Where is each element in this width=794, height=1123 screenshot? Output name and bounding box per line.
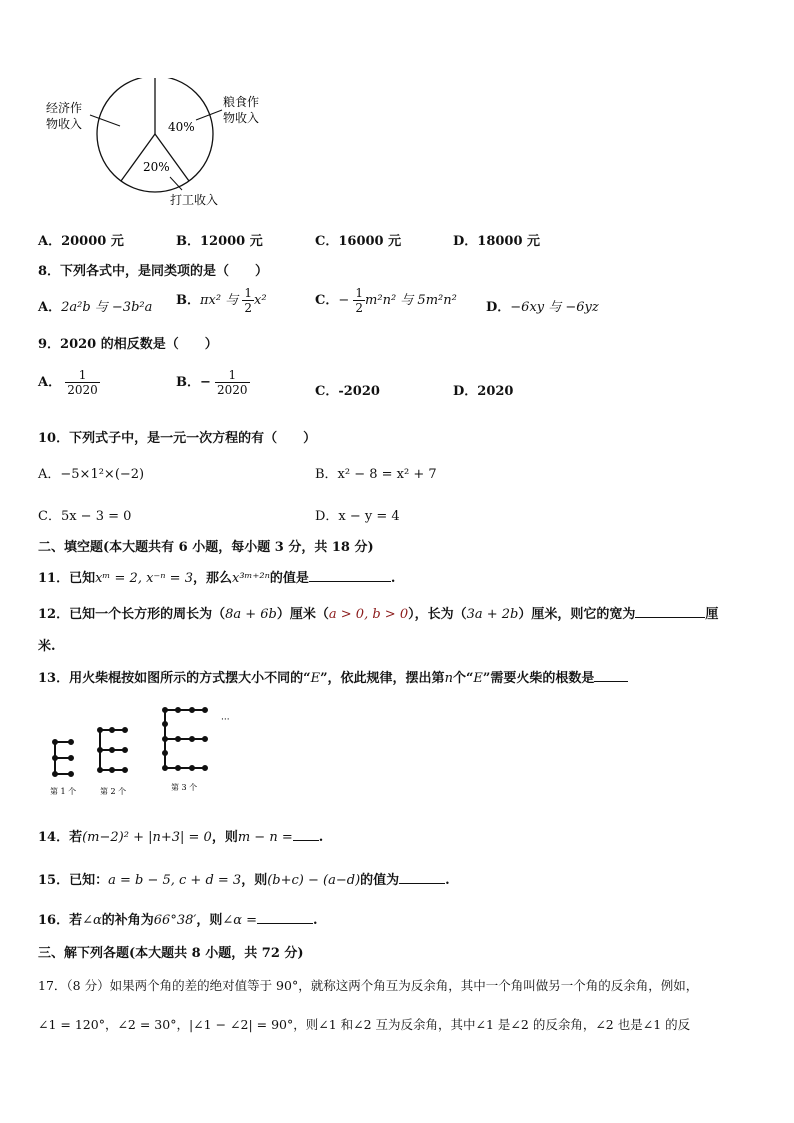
- e-figure-2-label: 第 2 个: [100, 787, 127, 796]
- e-figure-3-label: 第 3 个: [171, 783, 198, 792]
- q14-expr2: m − n =: [237, 830, 293, 845]
- q16-expr2: 66°38′: [153, 913, 197, 928]
- q8-b-den: 2: [244, 301, 253, 315]
- section-2-heading: 二、填空题(本大题共有 6 小题，每小题 3 分，共 18 分): [38, 540, 374, 555]
- q9-stem: 9．2020 的相反数是（ ）: [38, 337, 218, 352]
- e-figure-3: [163, 708, 207, 770]
- q8-a-label: A．: [38, 300, 62, 315]
- q13-mid: ”，依此规律，摆出第: [320, 671, 445, 686]
- q8-c-num: 1: [355, 286, 364, 300]
- q10-option-b: B．x² − 8 = x² + 7: [315, 467, 437, 482]
- q8-option-a: [38, 296, 152, 315]
- q8-c-post: m²n² 与 5m²n²: [365, 293, 457, 308]
- q15-expr: a = b − 5, c + d = 3: [108, 873, 242, 888]
- q9-b-num: 1: [215, 368, 250, 383]
- q9-b-fraction: [215, 368, 250, 397]
- q17-line2: ∠1 = 120°，∠2 = 30°，|∠1 − ∠2| = 90°，则∠1 和∠2 互为反余角，其中∠1 是∠2 的反余角，∠2 也是∠1 的反: [38, 1017, 691, 1032]
- e-figure-2: [98, 728, 127, 772]
- q7-option-c: C．16000 元: [315, 234, 402, 249]
- q12-answer-blank[interactable]: [635, 603, 705, 618]
- e-figure-1: [53, 740, 73, 776]
- pie-label-left-2: 物收入: [46, 117, 83, 131]
- q11-mid: ，那么: [192, 571, 232, 586]
- q8-d-expr: −6xy 与 −6yz: [510, 300, 599, 315]
- q8-b-label: B．: [176, 293, 200, 308]
- q11-end: .: [390, 571, 396, 586]
- q12-pre: 12．已知一个长方形的周长为（: [38, 607, 226, 622]
- q14-expr: (m−2)² + |n+3| = 0: [82, 830, 212, 845]
- q12-expr2: 3a + 2b: [466, 607, 519, 622]
- q8-c-pre: −: [338, 293, 350, 308]
- q15-expr2: (b+c) − (a−d): [267, 873, 361, 888]
- q8-c-den: 2: [355, 301, 364, 315]
- pie-leader-left: [90, 115, 120, 126]
- q12-line2: 米.: [38, 639, 56, 654]
- q13: [38, 667, 628, 686]
- q9-b-den: 2020: [217, 383, 248, 397]
- q8-stem: 8．下列各式中，是同类项的是（ ）: [38, 264, 269, 279]
- pie-chart: [30, 78, 280, 213]
- q13-e2: E: [473, 671, 483, 686]
- q14-pre: 14．若: [38, 830, 83, 845]
- e-figure-1-label: 第 1 个: [50, 787, 77, 796]
- q13-e: E: [310, 671, 321, 686]
- q9-a-den: 2020: [67, 383, 98, 397]
- q16: [38, 909, 318, 928]
- q15-pre: 15．已知：: [38, 873, 109, 888]
- q8-c-label: C．: [315, 293, 339, 308]
- q15-mid: ，则: [241, 873, 268, 888]
- pie-label-left-1: 经济作: [46, 101, 83, 115]
- pie-label-right-1: 粮食作: [223, 95, 260, 109]
- q13-pre: 13．用火柴棍按如图所示的方式摆大小不同的“: [38, 671, 311, 686]
- q16-mid2: ，则: [196, 913, 223, 928]
- q13-post: ”需要火柴的根数是: [482, 671, 595, 686]
- q7-option-a: A．20000 元: [38, 234, 124, 249]
- q9-a-num: 1: [65, 368, 100, 383]
- q8-b-fraction: [242, 286, 254, 315]
- q9-option-d: D．2020: [453, 384, 514, 399]
- q10-option-d: D．x − y = 4: [315, 509, 400, 524]
- q16-pre: 16．若: [38, 913, 83, 928]
- q9-option-b: [176, 368, 250, 397]
- pie-pct-right: 40%: [168, 120, 195, 134]
- q9-b-label: B．−: [176, 375, 211, 390]
- q11-pre: 11．已知: [38, 571, 96, 586]
- matchstick-figure: [45, 700, 245, 800]
- q12-post: ）厘米，则它的宽为: [518, 607, 636, 622]
- q16-answer-blank[interactable]: [257, 909, 313, 924]
- q8-option-d: [486, 296, 599, 315]
- q12-mid: ）厘米（: [276, 607, 329, 622]
- q14-answer-blank[interactable]: [293, 826, 319, 841]
- pie-pct-bottom: 20%: [143, 160, 170, 174]
- q16-expr3: ∠α =: [222, 913, 258, 928]
- q17-line1: 17．（8 分）如果两个角的差的绝对值等于 90°，就称这两个角互为反余角，其中一个角叫做另一个角的反余角，例如，: [38, 978, 699, 993]
- q8-d-label: D．: [486, 300, 511, 315]
- pie-label-bottom: 打工收入: [170, 193, 219, 207]
- q15-answer-blank[interactable]: [399, 869, 445, 884]
- q12-expr1: 8a + 6b: [225, 607, 277, 622]
- q11: [38, 567, 395, 586]
- q8-option-b: [176, 286, 267, 315]
- q10-option-a: A．−5×1²×(−2): [38, 467, 145, 482]
- q16-end: .: [313, 913, 318, 928]
- q16-mid: 的补角为: [101, 913, 154, 928]
- q15: [38, 869, 450, 888]
- pie-label-right-2: 物收入: [223, 111, 260, 125]
- q13-n: n: [444, 671, 453, 686]
- q10-stem: 10．下列式子中，是一元一次方程的有（ ）: [38, 431, 317, 446]
- section-3-heading: 三、解下列各题(本大题共 8 小题，共 72 分): [38, 946, 304, 961]
- q8-c-fraction: [353, 286, 365, 315]
- q14-end: .: [318, 830, 324, 845]
- e-figure-dots: ···: [221, 715, 230, 725]
- q12-condition: a > 0, b > 0: [328, 607, 409, 622]
- q13-mid2: 个“: [452, 671, 474, 686]
- q8-option-c: [315, 286, 457, 315]
- q11-expr2: x³ᵐ⁺²ⁿ: [232, 571, 270, 586]
- q9-a-label: A．: [38, 375, 62, 390]
- q8-a-expr: 2a²b 与 −3b²a: [61, 300, 153, 315]
- q7-option-d: D．18000 元: [453, 234, 541, 249]
- q16-expr: ∠α: [82, 913, 102, 928]
- q11-answer-blank[interactable]: [309, 567, 391, 582]
- q9-a-fraction: [65, 368, 100, 397]
- q8-b-post: x²: [254, 293, 267, 308]
- q12-unit-end: 厘: [705, 607, 719, 622]
- q9-option-a: [38, 368, 100, 397]
- q9-option-c: C．-2020: [315, 384, 380, 399]
- q7-option-b: B．12000 元: [176, 234, 263, 249]
- q11-post: 的值是: [269, 571, 309, 586]
- q14: [38, 826, 323, 845]
- q8-b-pre: πx² 与: [200, 293, 239, 308]
- q13-answer-blank[interactable]: [594, 667, 628, 682]
- q14-mid: ，则: [211, 830, 238, 845]
- q15-end: .: [445, 873, 450, 888]
- q15-post: 的值为: [360, 873, 400, 888]
- q10-option-c: C．5x − 3 = 0: [38, 509, 132, 524]
- q12-mid2: ），长为（: [408, 607, 467, 622]
- q12-line1: [38, 603, 718, 622]
- q8-b-num: 1: [244, 286, 253, 300]
- q11-expr: xᵐ = 2, x⁻ⁿ = 3: [95, 571, 193, 586]
